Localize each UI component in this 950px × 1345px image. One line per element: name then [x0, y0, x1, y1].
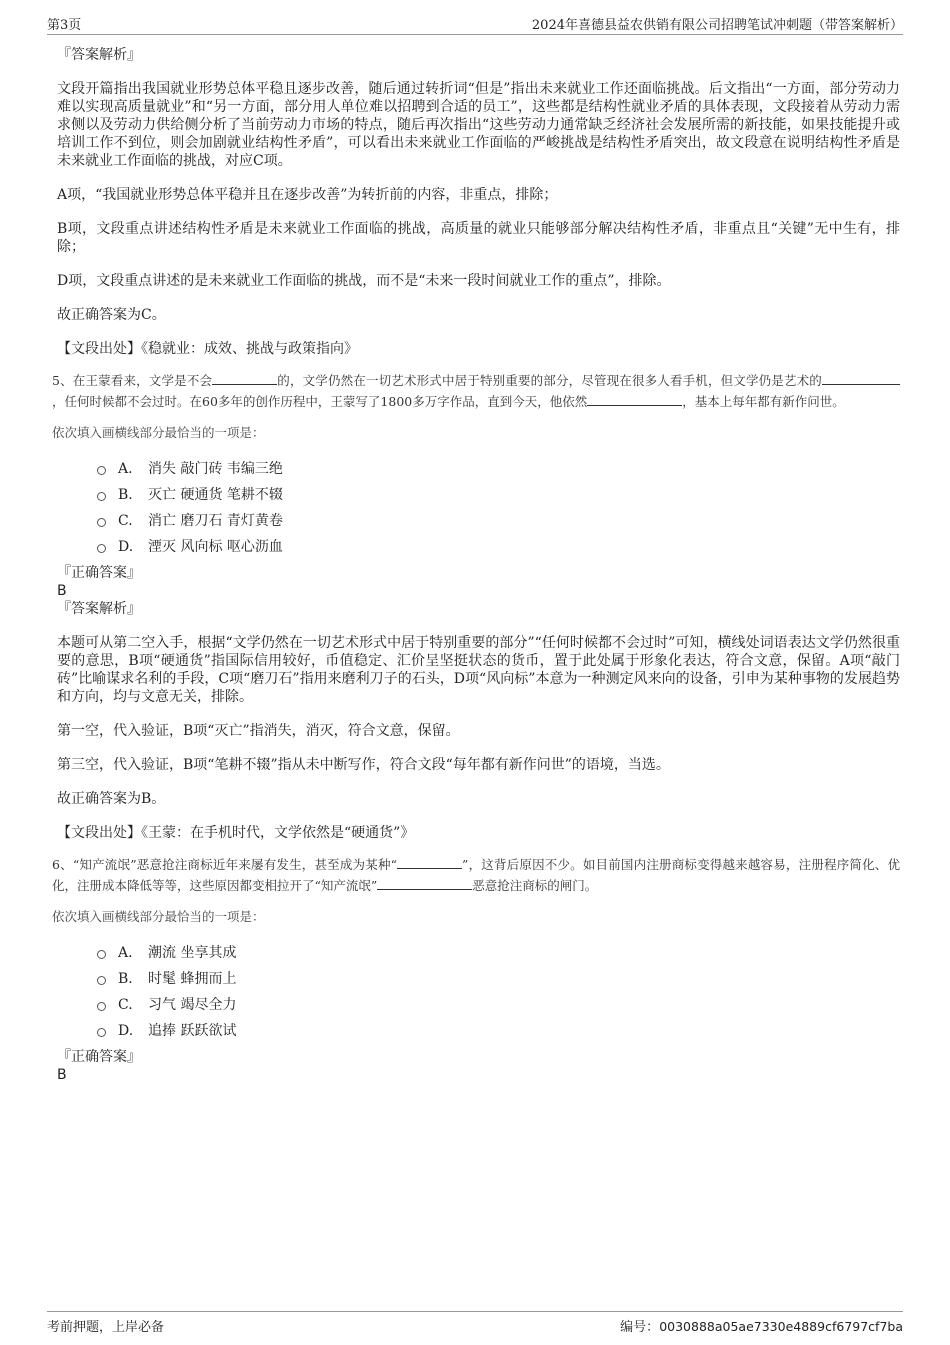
question-prompt: 依次填入画横线部分最恰当的一项是：	[52, 909, 265, 924]
analysis-tag: 『答案解析』	[57, 47, 141, 63]
document-code: 编号：0030888a05ae7330e4889cf6797cf7ba	[620, 1319, 903, 1335]
option-d[interactable]: D. 追捧 跃跃欲试	[97, 1018, 900, 1044]
analysis-paragraph: 故正确答案为C。	[57, 307, 166, 323]
document-body	[52, 46, 900, 1084]
question-6-stem: 6、“知产流氓”恶意抢注商标近年来屡有发生，甚至成为某种“ ”，这背后原因不少。如目前国内注册商标变得越来越容易，注册程序简化、优化，注册成本降低等等，这些原因都变相拉开了“知产流氓” 恶意抢注商标的闸门。	[52, 854, 900, 896]
page-number: 第3页	[47, 18, 82, 33]
analysis-tag: 『答案解析』	[57, 601, 141, 617]
footer-slogan: 考前押题，上岸必备	[47, 1320, 165, 1335]
option-b[interactable]: B. 时髦 蜂拥而上	[97, 966, 900, 992]
radio-icon[interactable]	[97, 976, 106, 985]
analysis-paragraph: A项，“我国就业形势总体平稳并且在逐步改善”为转折前的内容，非重点，排除；	[57, 187, 558, 203]
fill-blank	[377, 875, 472, 890]
question-5-stem: 5、在王蒙看来，文学是不会 的，文学仍然在一切艺术形式中居于特别重要的部分，尽管现在很多人看手机，但文学仍是艺术的，任何时候都不会过时。在60多年的创作历程中，王蒙写了1800多万字作品，直到今天，他依然 ，基本上每年都有新作问世。	[52, 370, 900, 412]
radio-icon[interactable]	[97, 1002, 106, 1011]
answer-value: B	[57, 1067, 67, 1083]
analysis-paragraph: 第一空，代入验证，B项“灭亡”指消失，消灭，符合文意，保留。	[57, 723, 460, 739]
option-c[interactable]: C. 习气 竭尽全力	[97, 992, 900, 1018]
source-citation: 【文段出处】《王蒙：在手机时代，文学依然是“硬通货”》	[57, 825, 415, 841]
question-6-options	[97, 940, 900, 1044]
page-footer	[47, 1311, 903, 1336]
option-d[interactable]: D. 湮灭 风向标 呕心沥血	[97, 534, 900, 560]
analysis-paragraph: 本题可从第二空入手，根据“文学仍然在一切艺术形式中居于特别重要的部分”“任何时候都不会过时”可知，横线处词语表达文学仍然很重要的意思，B项“硬通货”指国际信用较好，币值稳定、汇价呈坚挺状态的货币，置于此处属于形象化表达，符合文意，保留。A项“敲门砖”比喻谋求名利的手段，C项“磨刀石”指用来磨利刀子的石头，D项“风向标”本意为一种测定风来向的设备，引申为某种事物的发展趋势和方向，均与文意无关，排除。	[57, 635, 900, 705]
answer-tag: 『正确答案』	[57, 565, 141, 581]
analysis-paragraph: 第三空，代入验证，B项“笔耕不辍”指从未中断写作，符合文段“每年都有新作问世”的语境，当选。	[57, 757, 670, 773]
analysis-paragraph: B项，文段重点讲述结构性矛盾是未来就业工作面临的挑战，高质量的就业只能够部分解决结构性矛盾，非重点且“关键”无中生有，排除；	[57, 221, 900, 255]
answer-value: B	[57, 583, 67, 599]
radio-icon[interactable]	[97, 518, 106, 527]
radio-icon[interactable]	[97, 950, 106, 959]
analysis-paragraph: 故正确答案为B。	[57, 791, 166, 807]
option-a[interactable]: A. 潮流 坐享其成	[97, 940, 900, 966]
question-prompt: 依次填入画横线部分最恰当的一项是：	[52, 425, 265, 440]
option-c[interactable]: C. 消亡 磨刀石 青灯黄卷	[97, 508, 900, 534]
answer-tag: 『正确答案』	[57, 1049, 141, 1065]
option-b[interactable]: B. 灭亡 硬通货 笔耕不辍	[97, 482, 900, 508]
radio-icon[interactable]	[97, 544, 106, 553]
option-a[interactable]: A. 消失 敲门砖 韦编三绝	[97, 456, 900, 482]
analysis-paragraph: 文段开篇指出我国就业形势总体平稳且逐步改善，随后通过转折词“但是”指出未来就业工作还面临挑战。后文指出“一方面，部分劳动力难以实现高质量就业”和“另一方面，部分用人单位难以招聘到合适的员工”，这些都是结构性就业矛盾的具体表现，文段接着从劳动力需求侧以及劳动力供给侧分析了当前劳动力市场的特点，随后再次指出“这些劳动力通常缺乏经济社会发展所需的新技能，如果技能提升或培训工作不到位，则会加剧就业结构性矛盾”，可以看出未来就业工作面临的严峻挑战是结构性矛盾突出，故文段意在说明结构性矛盾是未来就业工作面临的挑战，对应C项。	[57, 81, 900, 169]
source-citation: 【文段出处】《稳就业：成效、挑战与政策指向》	[57, 341, 358, 357]
fill-blank	[587, 391, 682, 406]
radio-icon[interactable]	[97, 492, 106, 501]
document-title: 2024年喜德县益农供销有限公司招聘笔试冲刺题（带答案解析）	[531, 18, 903, 33]
page-header	[47, 14, 903, 35]
question-5-options	[97, 456, 900, 560]
radio-icon[interactable]	[97, 1028, 106, 1037]
fill-blank	[397, 854, 462, 869]
fill-blank	[822, 370, 900, 385]
radio-icon[interactable]	[97, 466, 106, 475]
fill-blank	[212, 370, 277, 385]
analysis-paragraph: D项，文段重点讲述的是未来就业工作面临的挑战，而不是“未来一段时间就业工作的重点”，排除。	[57, 273, 671, 289]
